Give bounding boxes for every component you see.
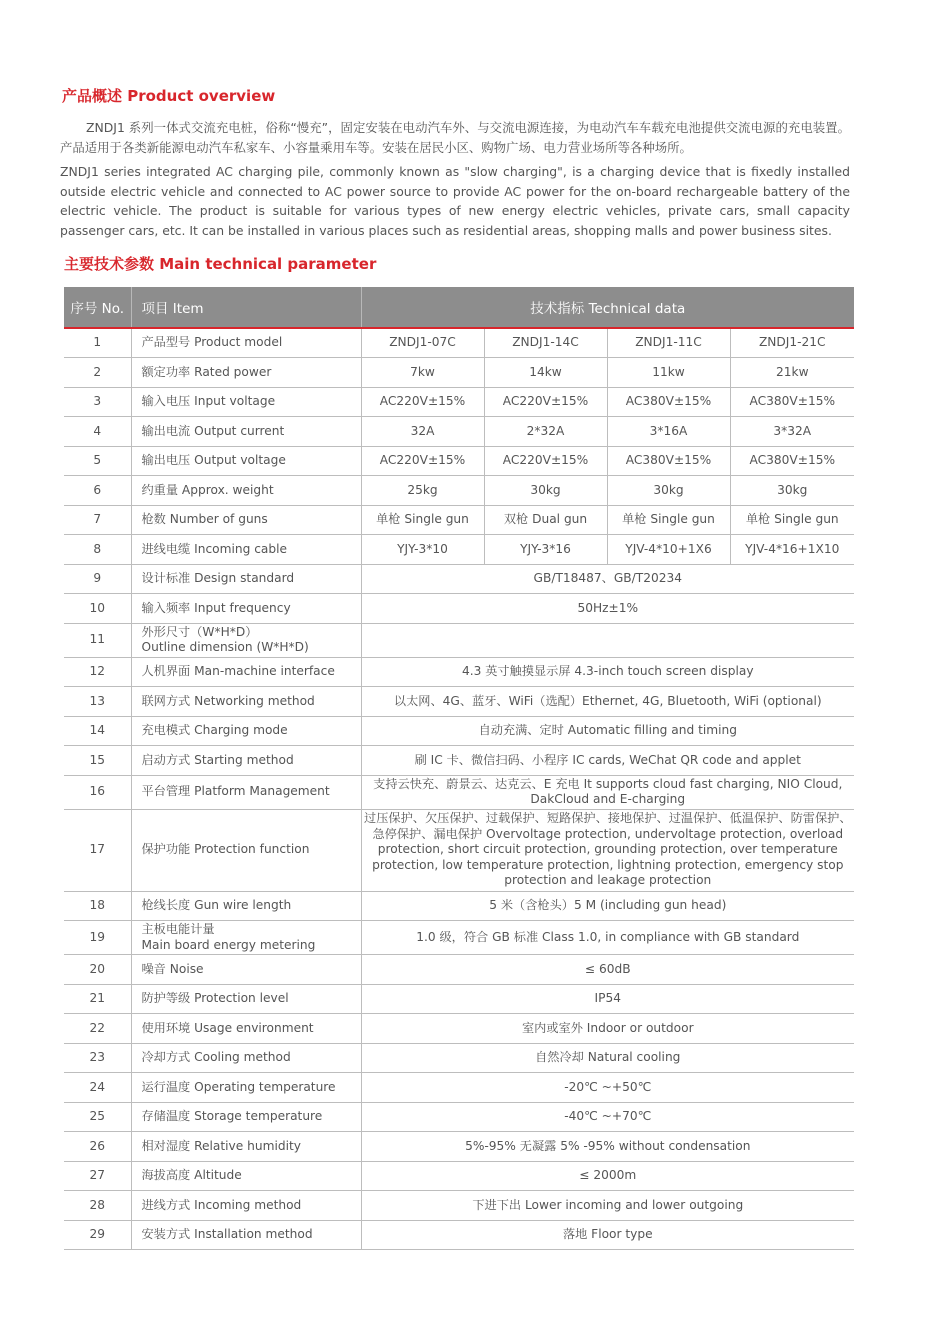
row-value: -40℃ ~+70℃ [361, 1102, 854, 1132]
row-value: 支持云快充、蔚景云、达克云、E 充电 It supports cloud fast charging, NIO Cloud, DakCloud and E-charging [361, 775, 854, 809]
row-value: 30kg [607, 476, 730, 506]
row-value: 32A [361, 417, 484, 447]
row-item: 存储温度 Storage temperature [131, 1102, 361, 1132]
row-no: 5 [64, 446, 131, 476]
row-item-line2: Outline dimension (W*H*D) [141, 640, 309, 654]
row-no: 20 [64, 955, 131, 985]
row-item: 防护等级 Protection level [131, 984, 361, 1014]
table-row [64, 687, 854, 717]
row-item: 噪音 Noise [131, 955, 361, 985]
row-no: 2 [64, 358, 131, 388]
row-no: 25 [64, 1102, 131, 1132]
row-item: 输出电压 Output voltage [131, 446, 361, 476]
row-value: 落地 Floor type [361, 1220, 854, 1250]
row-value: 单枪 Single gun [607, 505, 730, 535]
row-item: 保护功能 Protection function [131, 809, 361, 891]
row-item-line2: Main board energy metering [141, 937, 316, 952]
row-value: 50Hz±1% [361, 594, 854, 624]
row-no: 3 [64, 387, 131, 417]
row-value: AC380V±15% [730, 387, 854, 417]
table-row [64, 623, 854, 657]
table-row [64, 746, 854, 776]
row-item: 运行温度 Operating temperature [131, 1073, 361, 1103]
row-value: -20℃ ~+50℃ [361, 1073, 854, 1103]
row-value: 11kw [607, 358, 730, 388]
row-value: ZNDJ1-21C [730, 328, 854, 358]
row-value: 刷 IC 卡、微信扫码、小程序 IC cards, WeChat QR code and applet [361, 746, 854, 776]
table-row [64, 809, 854, 891]
row-no: 11 [64, 623, 131, 657]
table-row [64, 1014, 854, 1044]
row-no: 9 [64, 564, 131, 594]
table-row [64, 891, 854, 921]
table-row [64, 1161, 854, 1191]
row-no: 29 [64, 1220, 131, 1250]
table-row [64, 1043, 854, 1073]
overview-paragraph-cn [60, 118, 850, 157]
row-value: GB/T18487、GB/T20234 [361, 564, 854, 594]
row-value: AC220V±15% [484, 446, 607, 476]
row-value: IP54 [361, 984, 854, 1014]
row-value: YJY-3*16 [484, 535, 607, 565]
table-row [64, 476, 854, 506]
header-item: 项目 Item [131, 287, 361, 328]
row-value: 单枪 Single gun [361, 505, 484, 535]
row-value: AC220V±15% [361, 387, 484, 417]
row-value: YJV-4*10+1X6 [607, 535, 730, 565]
overview-text-cn: ZNDJ1 系列一体式交流充电桩，俗称“慢充”，固定安装在电动汽车外、与交流电源连接，为电动汽车车载充电池提供交流电源的充电装置。产品适用于各类新能源电动汽车私家车、小容量乘用车等。安装在居民小区、购物广场、电力营业场所等各种场所。 [60, 120, 850, 155]
row-item: 人机界面 Man-machine interface [131, 657, 361, 687]
table-body [64, 328, 854, 1250]
row-value: 5 米（含枪头）5 M (including gun head) [361, 891, 854, 921]
row-no: 16 [64, 775, 131, 809]
row-value: 30kg [730, 476, 854, 506]
row-no: 22 [64, 1014, 131, 1044]
table-row [64, 505, 854, 535]
row-value: 14kw [484, 358, 607, 388]
row-value: AC380V±15% [607, 446, 730, 476]
table-row [64, 417, 854, 447]
row-no: 17 [64, 809, 131, 891]
row-value: AC380V±15% [607, 387, 730, 417]
row-item: 海拔高度 Altitude [131, 1161, 361, 1191]
row-item: 使用环境 Usage environment [131, 1014, 361, 1044]
row-item: 冷却方式 Cooling method [131, 1043, 361, 1073]
table-row [64, 984, 854, 1014]
row-item-line1: 外形尺寸（W*H*D） [141, 624, 258, 639]
row-item: 启动方式 Starting method [131, 746, 361, 776]
row-item: 输入电压 Input voltage [131, 387, 361, 417]
row-value: 5%-95% 无凝露 5% -95% without condensation [361, 1132, 854, 1162]
row-item: 平台管理 Platform Management [131, 775, 361, 809]
table-row [64, 775, 854, 809]
overview-text-en: ZNDJ1 series integrated AC charging pile, commonly known as "slow charging", is a charging device that is fixedly installed outside electric vehicle and connected to AC power source to provide AC power for the on-board rechargeable battery of the electric vehicle. The product is suitable for various types of new energy electric vehicles, private cars, small capacity passenger cars, etc. It can be installed in various places such as residential areas, shopping malls and power business sites. [60, 164, 850, 238]
row-item: 相对湿度 Relative humidity [131, 1132, 361, 1162]
row-item: 进线电缆 Incoming cable [131, 535, 361, 565]
table-row [64, 1191, 854, 1221]
header-no: 序号 No. [64, 287, 131, 328]
row-value: 4.3 英寸触摸显示屏 4.3-inch touch screen display [361, 657, 854, 687]
overview-heading: 产品概述 Product overview [62, 87, 276, 105]
row-value: ≤ 60dB [361, 955, 854, 985]
table-row [64, 1102, 854, 1132]
row-item [131, 623, 361, 657]
table-row [64, 594, 854, 624]
row-no: 27 [64, 1161, 131, 1191]
row-item: 联网方式 Networking method [131, 687, 361, 717]
row-no: 10 [64, 594, 131, 624]
row-value: YJY-3*10 [361, 535, 484, 565]
row-value: ≤ 2000m [361, 1161, 854, 1191]
row-item: 额定功率 Rated power [131, 358, 361, 388]
table-row [64, 387, 854, 417]
overview-paragraph-en [60, 162, 850, 240]
row-no: 6 [64, 476, 131, 506]
row-value: AC220V±15% [484, 387, 607, 417]
row-no: 8 [64, 535, 131, 565]
row-value: 过压保护、欠压保护、过载保护、短路保护、接地保护、过温保护、低温保护、防雷保护、急停保护、漏电保护 Overvoltage protection, undervoltage protection, overload protection, short circuit protection, grounding protection, over temperature protection, low temperature protection, lightning protection, emergency stop protection and leakage protection [361, 809, 854, 891]
row-item: 输入频率 Input frequency [131, 594, 361, 624]
row-item-line1: 主板电能计量 [141, 922, 215, 936]
table-row [64, 358, 854, 388]
table-row [64, 921, 854, 955]
row-no: 23 [64, 1043, 131, 1073]
row-value: 7kw [361, 358, 484, 388]
row-no: 28 [64, 1191, 131, 1221]
row-no: 7 [64, 505, 131, 535]
row-value: ZNDJ1-14C [484, 328, 607, 358]
row-no: 12 [64, 657, 131, 687]
header-technical-data: 技术指标 Technical data [361, 287, 854, 328]
table-row [64, 564, 854, 594]
table-row [64, 535, 854, 565]
row-value: AC380V±15% [730, 446, 854, 476]
table-row [64, 955, 854, 985]
row-item: 输出电流 Output current [131, 417, 361, 447]
row-no: 1 [64, 328, 131, 358]
row-value: 自动充满、定时 Automatic filling and timing [361, 716, 854, 746]
row-value: 下进下出 Lower incoming and lower outgoing [361, 1191, 854, 1221]
row-item: 产品型号 Product model [131, 328, 361, 358]
row-value: 室内或室外 Indoor or outdoor [361, 1014, 854, 1044]
row-value: 以太网、4G、蓝牙、WiFi（选配）Ethernet, 4G, Bluetooth, WiFi (optional) [361, 687, 854, 717]
table-row [64, 716, 854, 746]
row-item: 枪线长度 Gun wire length [131, 891, 361, 921]
row-item: 充电模式 Charging mode [131, 716, 361, 746]
table-row [64, 446, 854, 476]
row-no: 15 [64, 746, 131, 776]
row-value: 2*32A [484, 417, 607, 447]
table-header-row [64, 287, 854, 328]
row-value: 25kg [361, 476, 484, 506]
row-value: 单枪 Single gun [730, 505, 854, 535]
row-item: 约重量 Approx. weight [131, 476, 361, 506]
technical-parameter-table [64, 287, 854, 1250]
row-no: 18 [64, 891, 131, 921]
row-item [131, 921, 361, 955]
row-value [361, 623, 854, 657]
row-no: 13 [64, 687, 131, 717]
row-no: 4 [64, 417, 131, 447]
table-row [64, 1073, 854, 1103]
row-item: 枪数 Number of guns [131, 505, 361, 535]
row-value: AC220V±15% [361, 446, 484, 476]
params-heading: 主要技术参数 Main technical parameter [64, 255, 377, 273]
row-value: ZNDJ1-07C [361, 328, 484, 358]
table-row [64, 1220, 854, 1250]
row-value: 自然冷却 Natural cooling [361, 1043, 854, 1073]
row-no: 21 [64, 984, 131, 1014]
row-value: 21kw [730, 358, 854, 388]
row-item: 设计标准 Design standard [131, 564, 361, 594]
table-row [64, 1132, 854, 1162]
row-item: 安装方式 Installation method [131, 1220, 361, 1250]
row-no: 19 [64, 921, 131, 955]
row-no: 14 [64, 716, 131, 746]
row-value: 30kg [484, 476, 607, 506]
row-item: 进线方式 Incoming method [131, 1191, 361, 1221]
table-row [64, 328, 854, 358]
table-row [64, 657, 854, 687]
row-value: YJV-4*16+1X10 [730, 535, 854, 565]
row-value: 1.0 级，符合 GB 标准 Class 1.0, in compliance with GB standard [361, 921, 854, 955]
row-no: 24 [64, 1073, 131, 1103]
row-value: 3*32A [730, 417, 854, 447]
row-value: ZNDJ1-11C [607, 328, 730, 358]
row-no: 26 [64, 1132, 131, 1162]
row-value: 3*16A [607, 417, 730, 447]
row-value: 双枪 Dual gun [484, 505, 607, 535]
